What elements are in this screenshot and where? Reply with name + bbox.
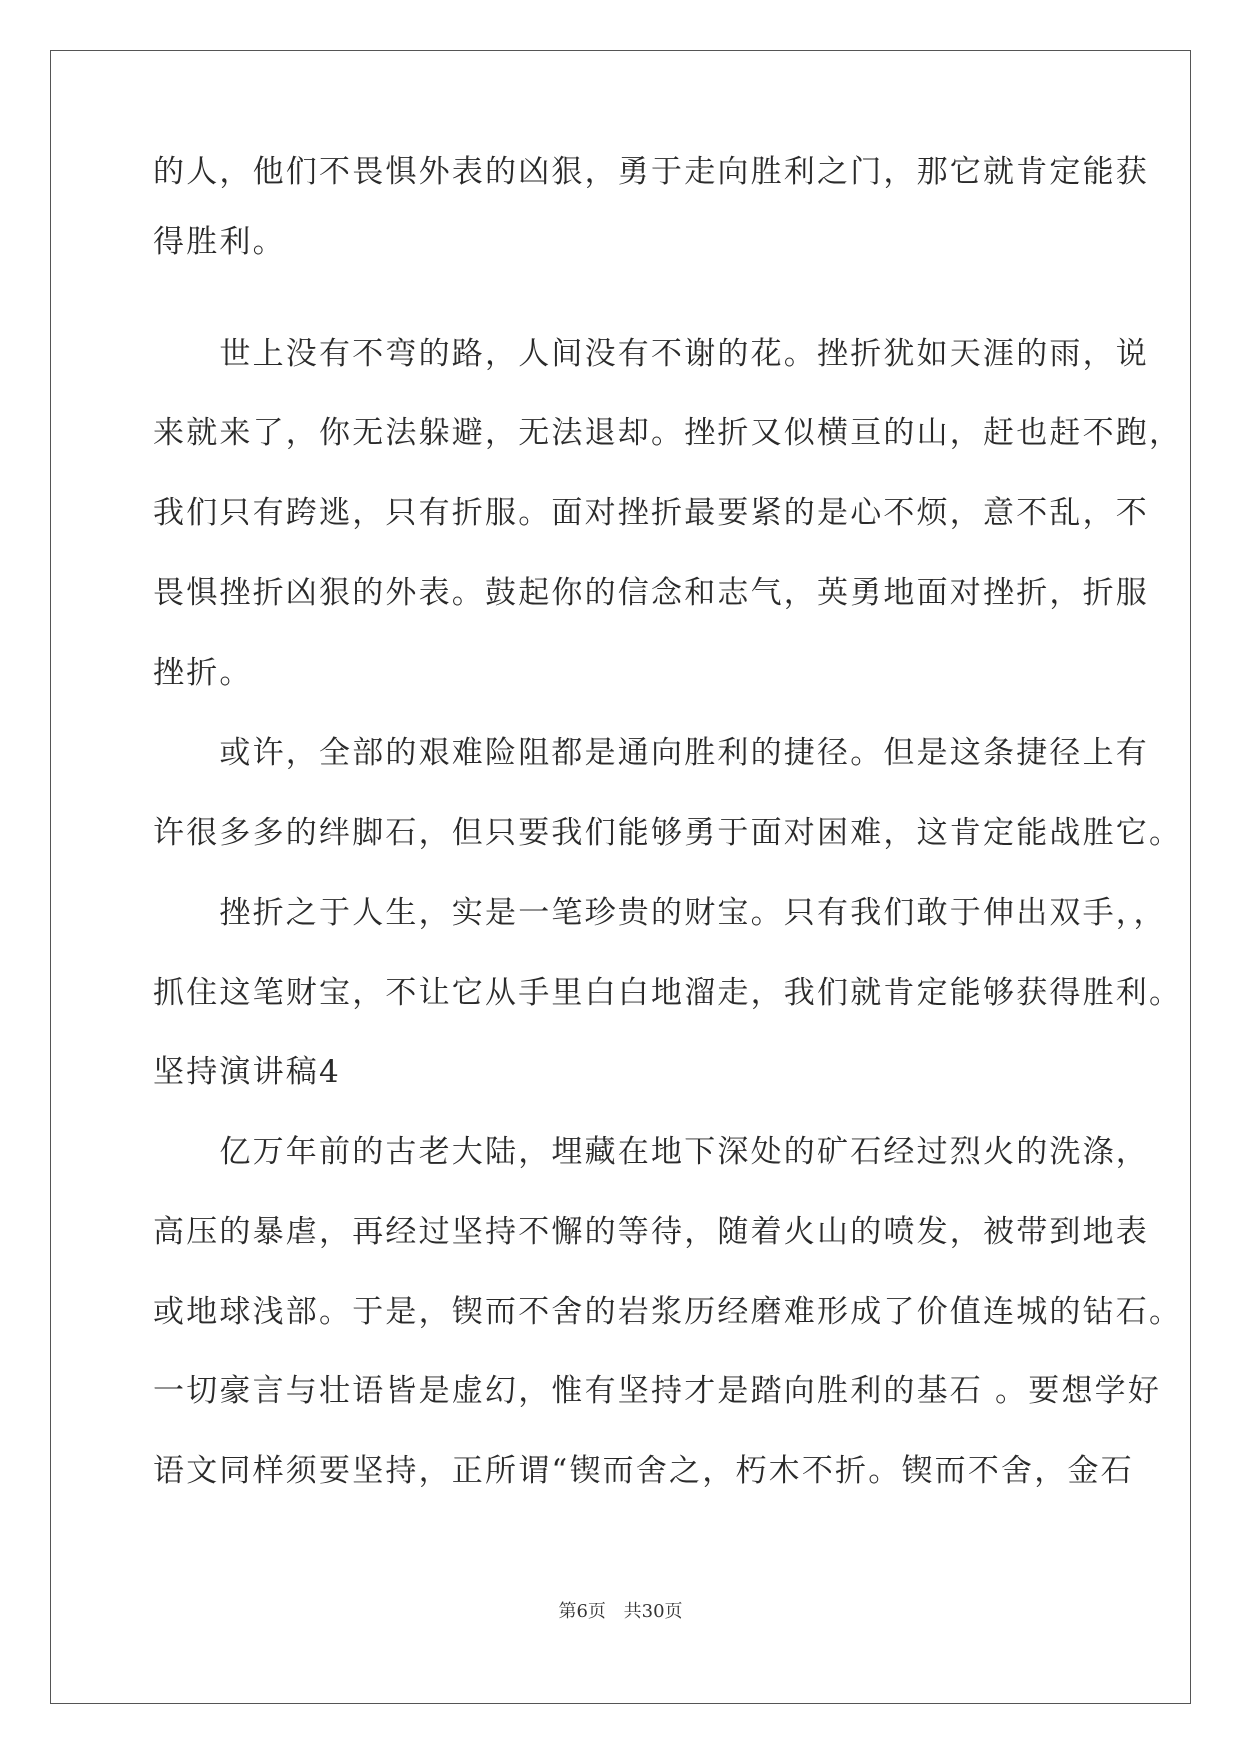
text-line: 得胜利。	[153, 224, 286, 260]
page-footer	[0, 1600, 1241, 1624]
text-line: 许很多多的绊脚石，但只要我们能够勇于面对困难，这肯定能战胜它。	[153, 815, 1183, 851]
text-line: 我们只有跨逃，只有折服。面对挫折最要紧的是心不烦，意不乱，不	[153, 495, 1149, 531]
text-line: 亿万年前的古老大陆，埋藏在地下深处的矿石经过烈火的洗涤，	[153, 1134, 1149, 1170]
text-line: 或许，全部的艰难险阻都是通向胜利的捷径。但是这条捷径上有	[153, 735, 1149, 771]
page-number: 第6页	[558, 1601, 606, 1622]
section-heading: 坚持演讲稿4	[153, 1054, 341, 1090]
text-line: 或地球浅部。于是，锲而不舍的岩浆历经磨难形成了价值连城的钻石。	[153, 1294, 1183, 1330]
text-line: 畏惧挫折凶狠的外表。鼓起你的信念和志气，英勇地面对挫折，折服	[153, 575, 1149, 611]
text-line: 高压的暴虐，再经过坚持不懈的等待，随着火山的喷发，被带到地表	[153, 1214, 1149, 1250]
text-line: 挫折之于人生，实是一笔珍贵的财宝。只有我们敢于伸出双手，，	[153, 895, 1167, 931]
text-line: 来就来了，你无法躲避，无法退却。挫折又似横亘的山，赶也赶不跑，	[153, 415, 1183, 451]
text-line: 语文同样须要坚持，正所谓“锲而舍之，朽木不折。锲而不舍，金石	[153, 1453, 1134, 1489]
text-line: 世上没有不弯的路，人间没有不谢的花。挫折犹如天涯的雨，说	[153, 336, 1149, 372]
page-total: 共30页	[623, 1601, 683, 1622]
text-line: 挫折。	[153, 655, 253, 691]
text-line: 的人，他们不畏惧外表的凶狠，勇于走向胜利之门，那它就肯定能获	[153, 154, 1149, 190]
text-line: 抓住这笔财宝，不让它从手里白白地溜走，我们就肯定能够获得胜利。	[153, 975, 1183, 1011]
text-line: 一切豪言与壮语皆是虚幻，惟有坚持才是踏向胜利的基石 。要想学好	[153, 1373, 1162, 1409]
